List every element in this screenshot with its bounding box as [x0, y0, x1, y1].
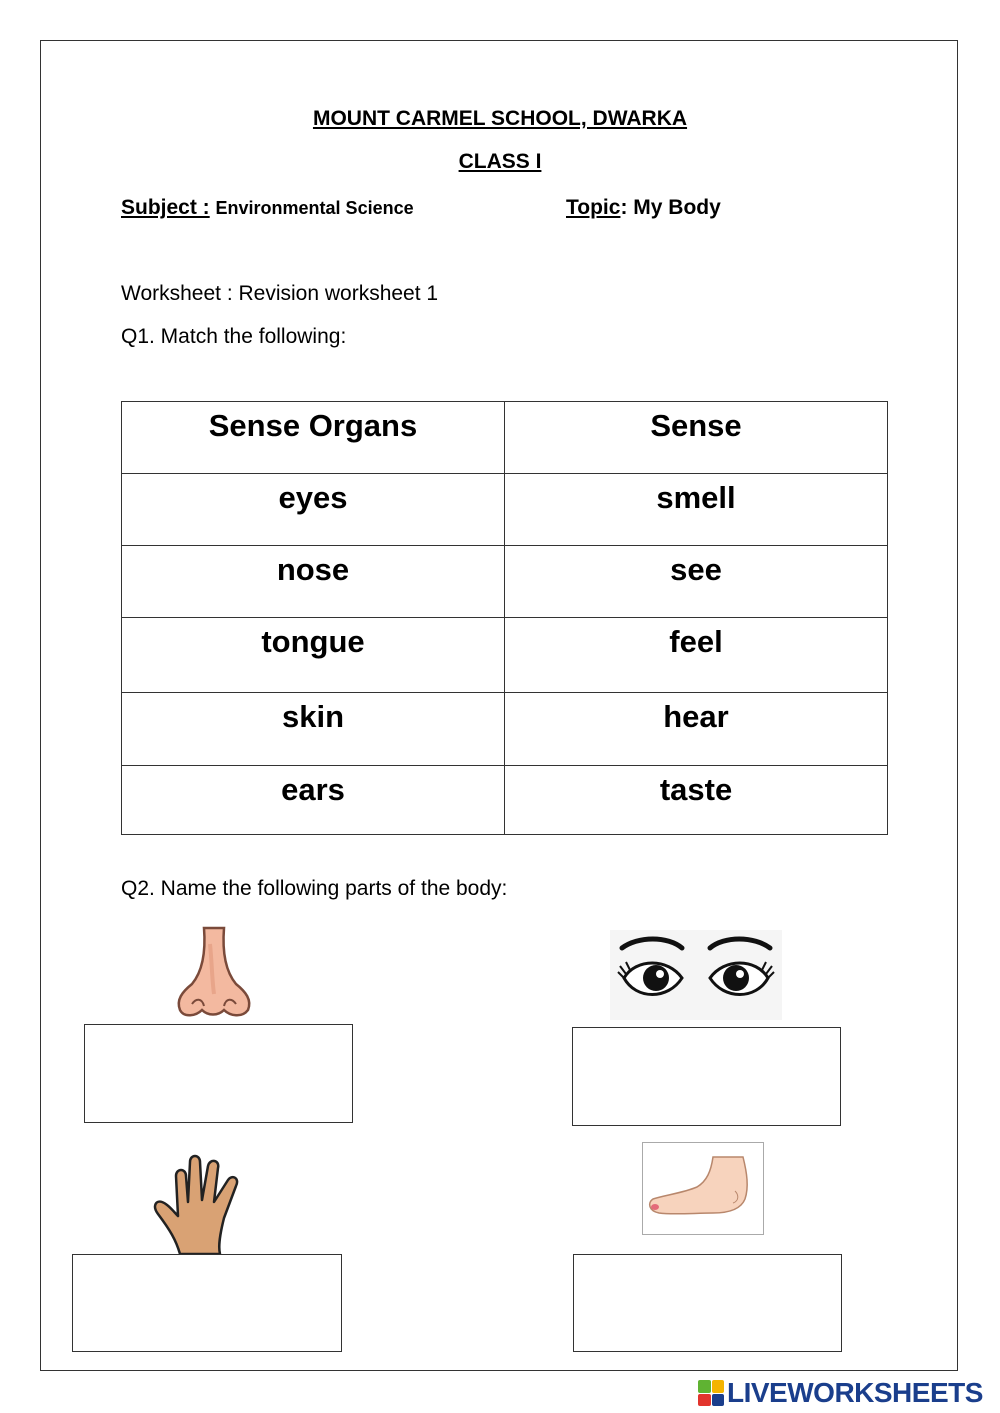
school-name: MOUNT CARMEL SCHOOL, DWARKA [312, 107, 688, 130]
subject-line [121, 196, 414, 220]
topic-label: Topic [566, 196, 621, 219]
subject-label: Subject : [121, 196, 210, 219]
table-row [122, 618, 888, 693]
answer-box-foot[interactable] [573, 1254, 842, 1352]
foot-image-frame [642, 1142, 764, 1235]
answer-box-hand[interactable] [72, 1254, 342, 1352]
sense-cell[interactable]: taste [505, 766, 888, 835]
sense-cell[interactable]: feel [505, 618, 888, 693]
sense-cell[interactable]: hear [505, 693, 888, 766]
liveworksheets-logo [698, 1376, 983, 1410]
table-row [122, 546, 888, 618]
table-row [122, 474, 888, 546]
organ-cell[interactable]: skin [122, 693, 505, 766]
sense-cell[interactable]: see [505, 546, 888, 618]
answer-box-eyes[interactable] [572, 1027, 841, 1126]
match-table-header-row [122, 402, 888, 474]
nose-icon [166, 924, 260, 1022]
subject-value: Environmental Science [215, 198, 414, 218]
table-row [122, 766, 888, 835]
topic-separator: : [620, 196, 628, 219]
q1-prompt: Q1. Match the following: [121, 325, 347, 348]
organ-cell[interactable]: ears [122, 766, 505, 835]
eyes-icon [610, 930, 782, 1020]
foot-icon [643, 1143, 763, 1234]
table-row [122, 693, 888, 766]
header-sense-organs: Sense Organs [122, 402, 505, 474]
organ-cell[interactable]: tongue [122, 618, 505, 693]
logo-text: LIVEWORKSHEETS [727, 1377, 983, 1408]
header-sense: Sense [505, 402, 888, 474]
worksheet-line: Worksheet : Revision worksheet 1 [121, 282, 439, 305]
topic-line [566, 196, 721, 220]
sense-cell[interactable]: smell [505, 474, 888, 546]
match-table [121, 401, 888, 835]
organ-cell[interactable]: nose [122, 546, 505, 618]
answer-box-nose[interactable] [84, 1024, 353, 1123]
hand-icon [150, 1150, 254, 1254]
topic-value: My Body [633, 196, 721, 219]
logo-mark-icon [698, 1380, 724, 1406]
q2-prompt: Q2. Name the following parts of the body: [121, 877, 508, 900]
class-title: CLASS I [458, 150, 542, 173]
organ-cell[interactable]: eyes [122, 474, 505, 546]
